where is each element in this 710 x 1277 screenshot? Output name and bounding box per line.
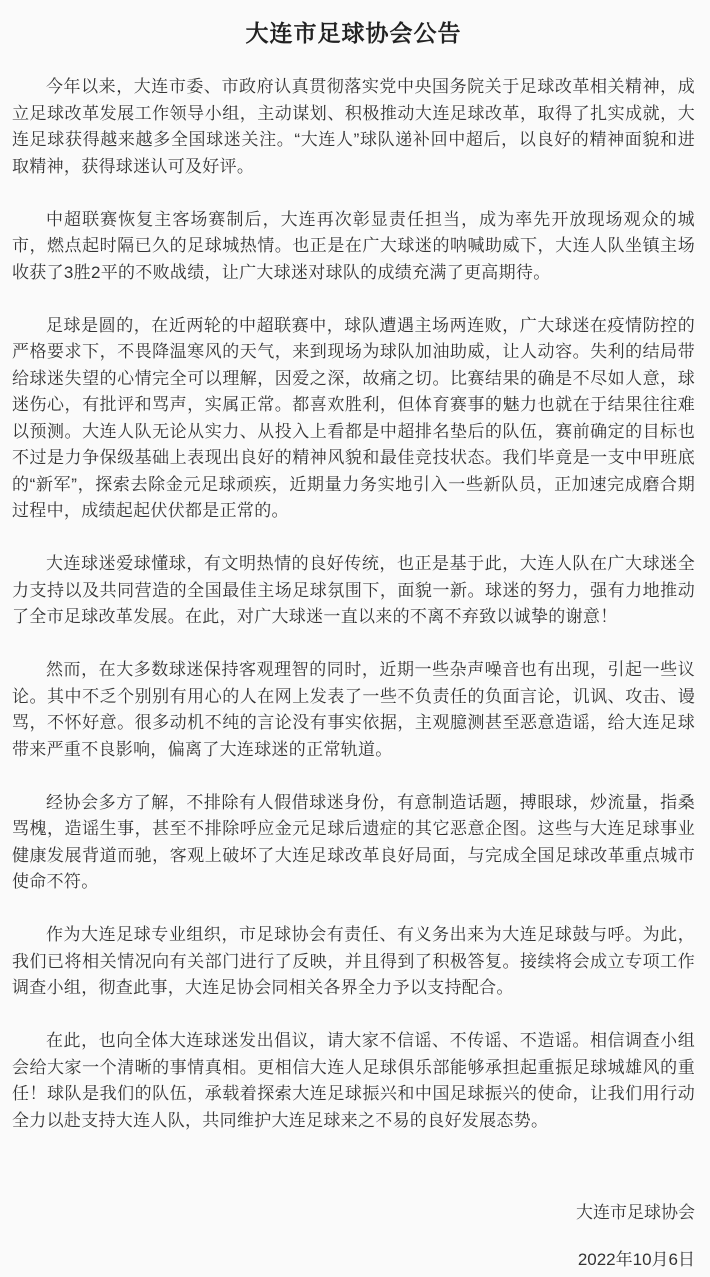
paragraph-intro: 今年以来，大连市委、市政府认真贯彻落实党中央国务院关于足球改革相关精神，成立足球改革发展工作领导小组，主动谋划、积极推动大连足球改革，取得了扎实成就，大连足球获得越来越多全国球迷关注。“大连人”球队递补回中超后，以良好的精神面貌和进取精神，获得球迷认可及好评。 bbox=[12, 77, 695, 176]
paragraph-association-response: 作为大连足球专业组织，市足球协会有责任、有义务出来为大连足球鼓与呼。为此，我们已将相关情况向有关部门进行了反映，并且得到了积极答复。接续将会成立专项工作调查小组，彻查此事，大连足协会同相关各界全力予以支持配合。 bbox=[12, 925, 695, 997]
paragraph-losses: 足球是圆的，在近两轮的中超联赛中，球队遭遇主场两连败，广大球迷在疫情防控的严格要求下，不畏降温寒风的天气，来到现场为球队加油助威，让人动容。失利的结局带给球迷失望的心情完全可以理解，因爱之深，故痛之切。比赛结果的确是不尽如人意，球迷伤心，有批评和骂声，实属正常。都喜欢胜利，但体育赛事的魅力也就在于结果往往难以预测。大连人队无论从实力、从投入上看都是中超排名垫后的队伍，赛前确定的目标也不过是力争保级基础上表现出良好的精神风貌和最佳竞技状态。我们毕竟是一支中甲班底的“新军”，探索去除金元足球顽疾，近期量力务实地引入一些新队员，正加速完成磨合期过程中，成绩起起伏伏都是正常的。 bbox=[12, 315, 695, 520]
paragraph-fans-thanks: 大连球迷爱球懂球，有文明热情的良好传统，也正是基于此，大连人队在广大球迷全力支持以及共同营造的全国最佳主场足球氛围下，面貌一新。球迷的努力，强有力地推动了全市足球改革发展。在此，对广大球迷一直以来的不离不弃致以诚挚的谢意！ bbox=[12, 554, 695, 626]
paragraph-malicious-intent: 经协会多方了解，不排除有人假借球迷身份，有意制造话题，搏眼球，炒流量，指桑骂槐，造谣生事，甚至不排除呼应金元足球后遗症的其它恶意企图。这些与大连足球事业健康发展背道而驰，客观上破坏了大连足球改革良好局面，与完成全国足球改革重点城市使命不符。 bbox=[12, 792, 695, 891]
signature: 大连市足球协会 bbox=[576, 1203, 695, 1222]
paragraph-league-restart: 中超联赛恢复主客场赛制后，大连再次彰显责任担当，成为率先开放现场观众的城市，燃点起时隔已久的足球城热情。也正是在广大球迷的呐喊助威下，大连人队坐镇主场收获了3胜2平的不败战绩，让广大球迷对球队的成绩充满了更高期待。 bbox=[12, 209, 695, 282]
announcement-title: 大连市足球协会公告 bbox=[245, 20, 462, 46]
date: 2022年10月6日 bbox=[577, 1250, 695, 1269]
paragraph-negative-noise: 然而，在大多数球迷保持客观理智的同时，近期一些杂声噪音也有出现，引起一些议论。其中不乏个别别有用心的人在网上发表了一些不负责任的负面言论，讥讽、攻击、谩骂，不怀好意。很多动机不纯的言论没有事实依据，主观臆测甚至恶意造谣，给大连足球带来严重不良影响，偏离了大连球迷的正常轨道。 bbox=[12, 660, 695, 759]
paragraph-appeal: 在此，也向全体大连球迷发出倡议，请大家不信谣、不传谣、不造谣。相信调查小组会给大家一个清晰的事情真相。更相信大连人足球俱乐部能够承担起重振足球城雄风的重任！球队是我们的队伍，承载着探索大连足球振兴和中国足球振兴的使命，让我们用行动全力以赴支持大连人队，共同维护大连足球来之不易的良好发展态势。 bbox=[12, 1031, 695, 1130]
